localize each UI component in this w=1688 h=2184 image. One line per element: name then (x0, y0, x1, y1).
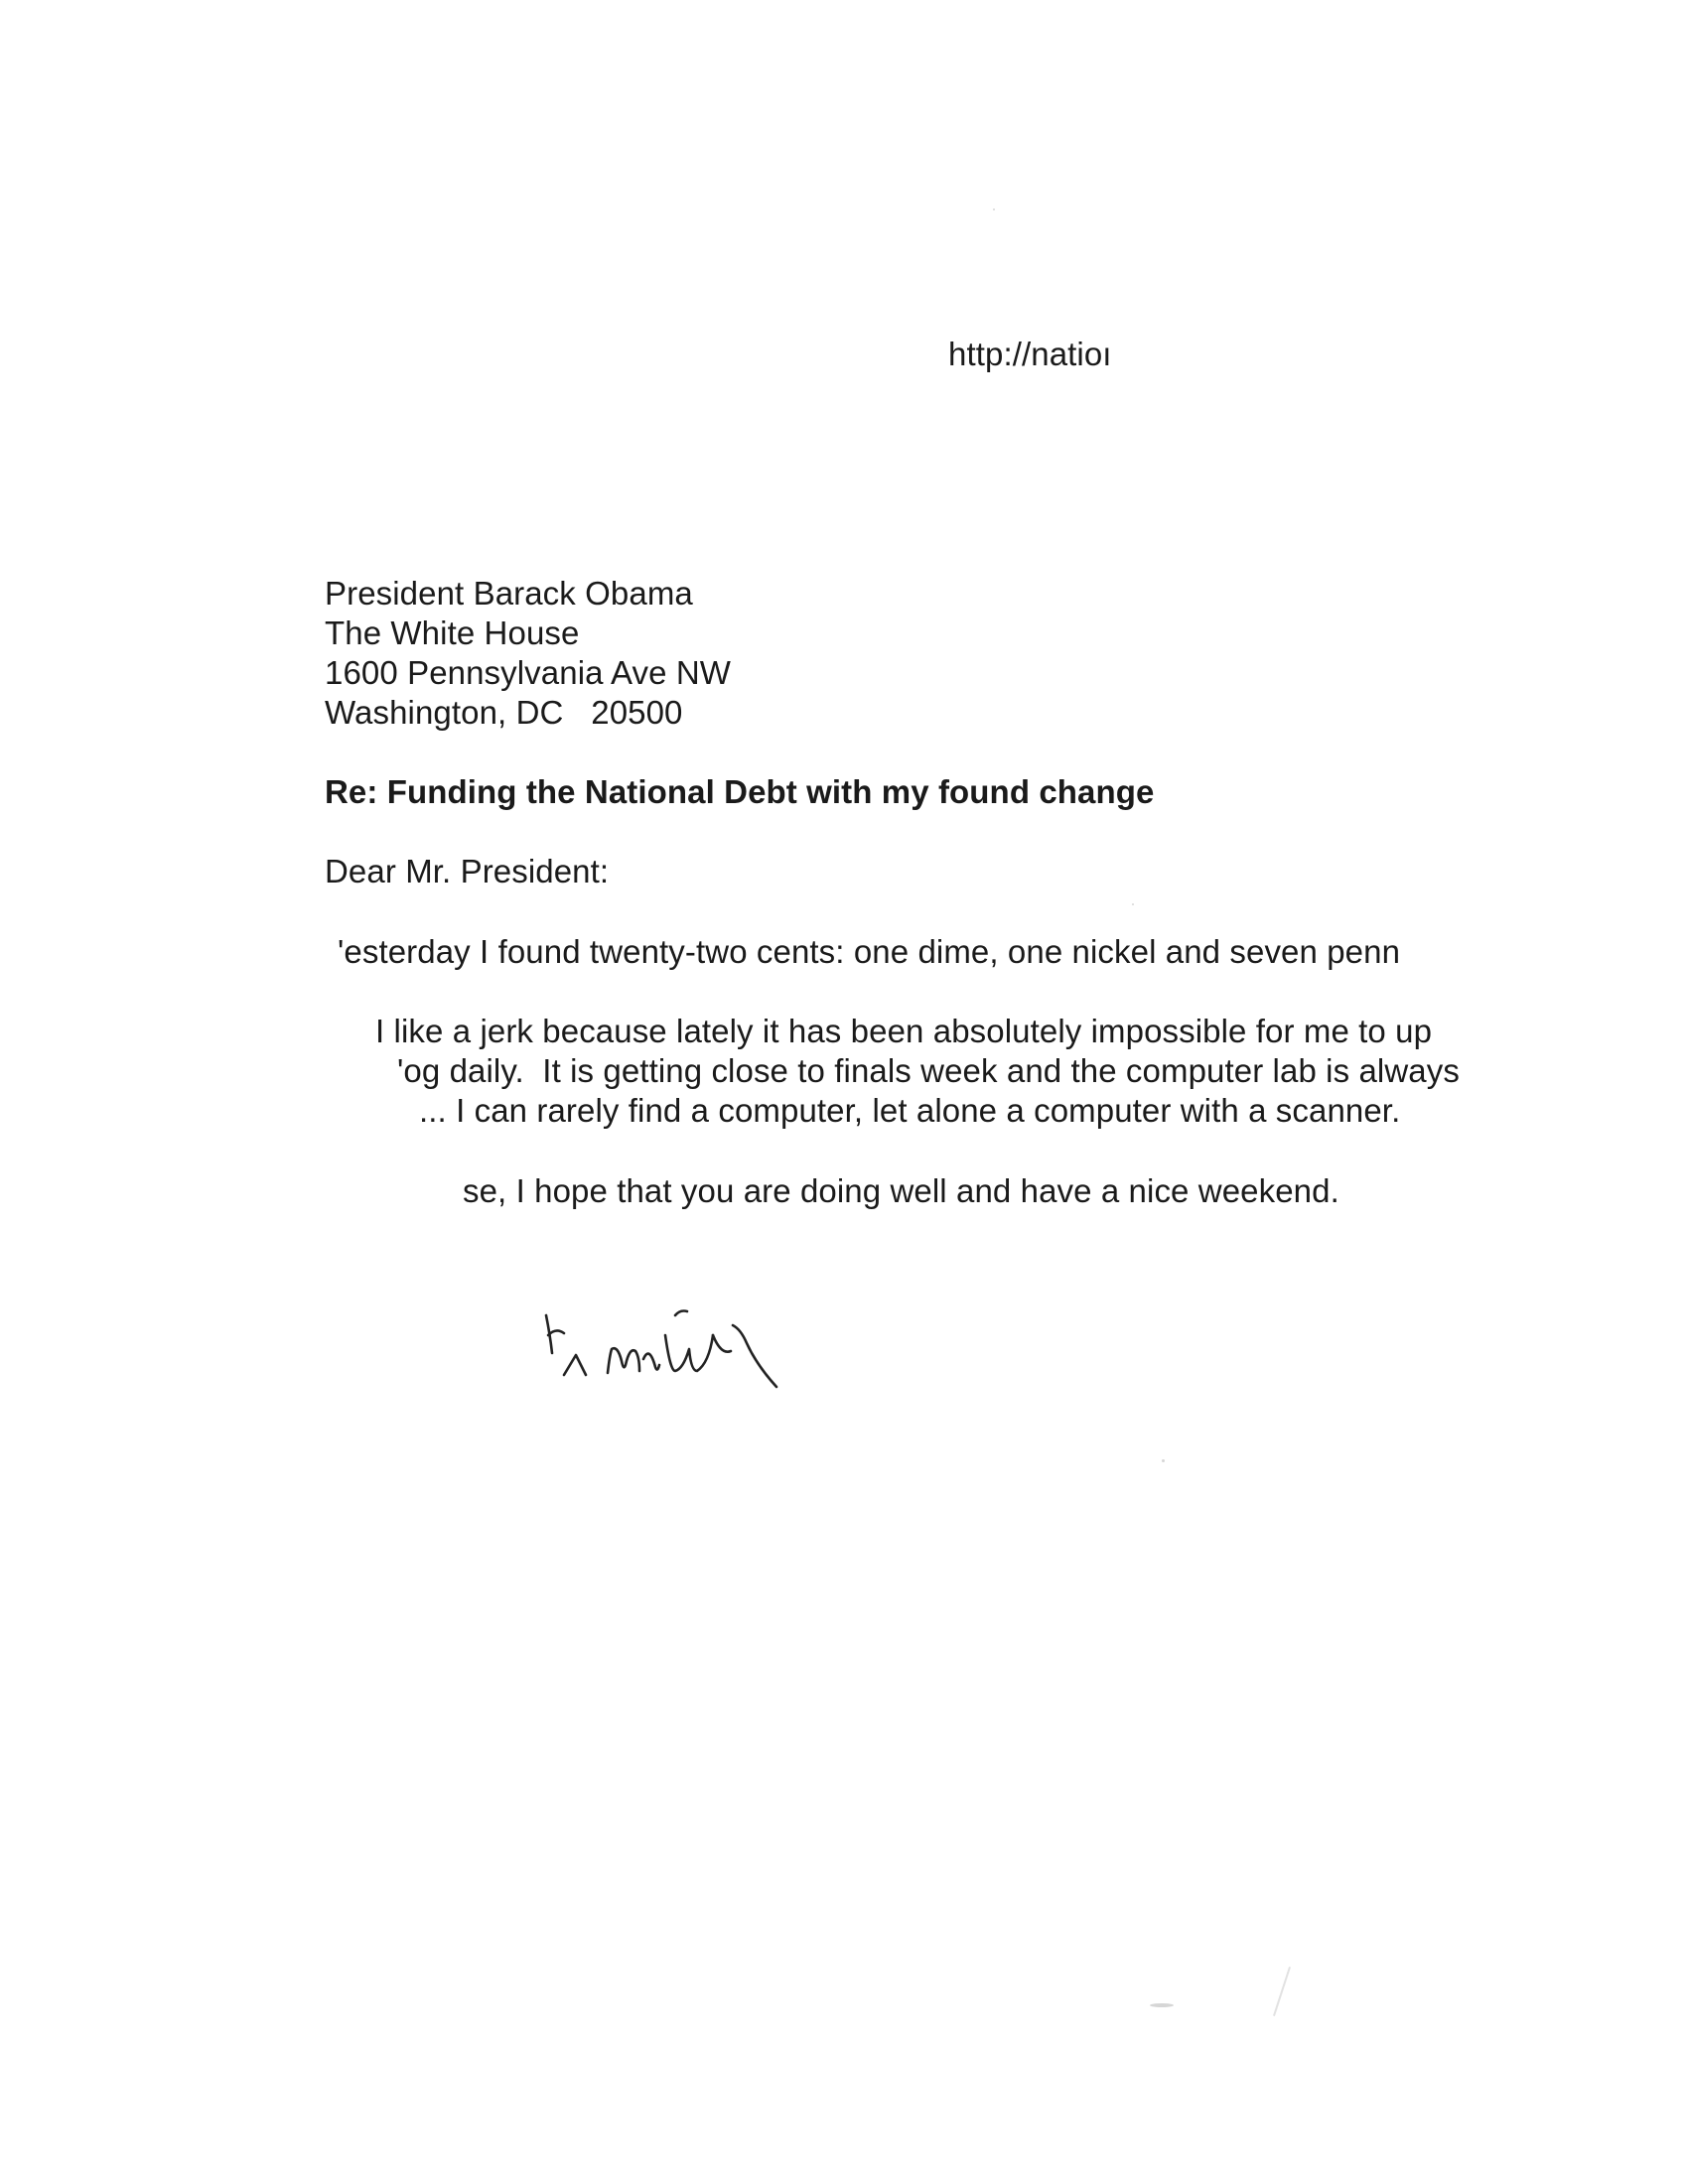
body-paragraph-3: se, I hope that you are doing well and have a nice weekend. (463, 1172, 1339, 1209)
recipient-street: 1600 Pennsylvania Ave NW (325, 654, 732, 691)
recipient-organization: The White House (325, 614, 580, 651)
body-paragraph-1: 'esterday I found twenty-two cents: one dime, one nickel and seven penn (338, 933, 1401, 970)
scan-speck (1150, 2003, 1174, 2007)
recipient-name: President Barack Obama (325, 575, 693, 612)
scan-speck (1132, 903, 1134, 905)
scan-mark (1273, 1967, 1291, 2016)
body-paragraph-2-line-3: ... I can rarely find a computer, let alone a computer with a scanner. (419, 1092, 1401, 1129)
scan-speck (1162, 1459, 1165, 1462)
handwritten-signature-icon (526, 1276, 904, 1405)
letter-subject: Re: Funding the National Debt with my found change (325, 773, 1155, 810)
scan-speck (993, 208, 995, 210)
recipient-city: Washington, DC 20500 (325, 694, 683, 731)
body-paragraph-2-line-1: I like a jerk because lately it has been absolutely impossible for me to up (375, 1013, 1433, 1049)
body-paragraph-2-line-2: 'og daily. It is getting close to finals week and the computer lab is always (397, 1052, 1460, 1089)
salutation: Dear Mr. President: (325, 853, 610, 889)
header-url: http://natioı (948, 336, 1112, 372)
